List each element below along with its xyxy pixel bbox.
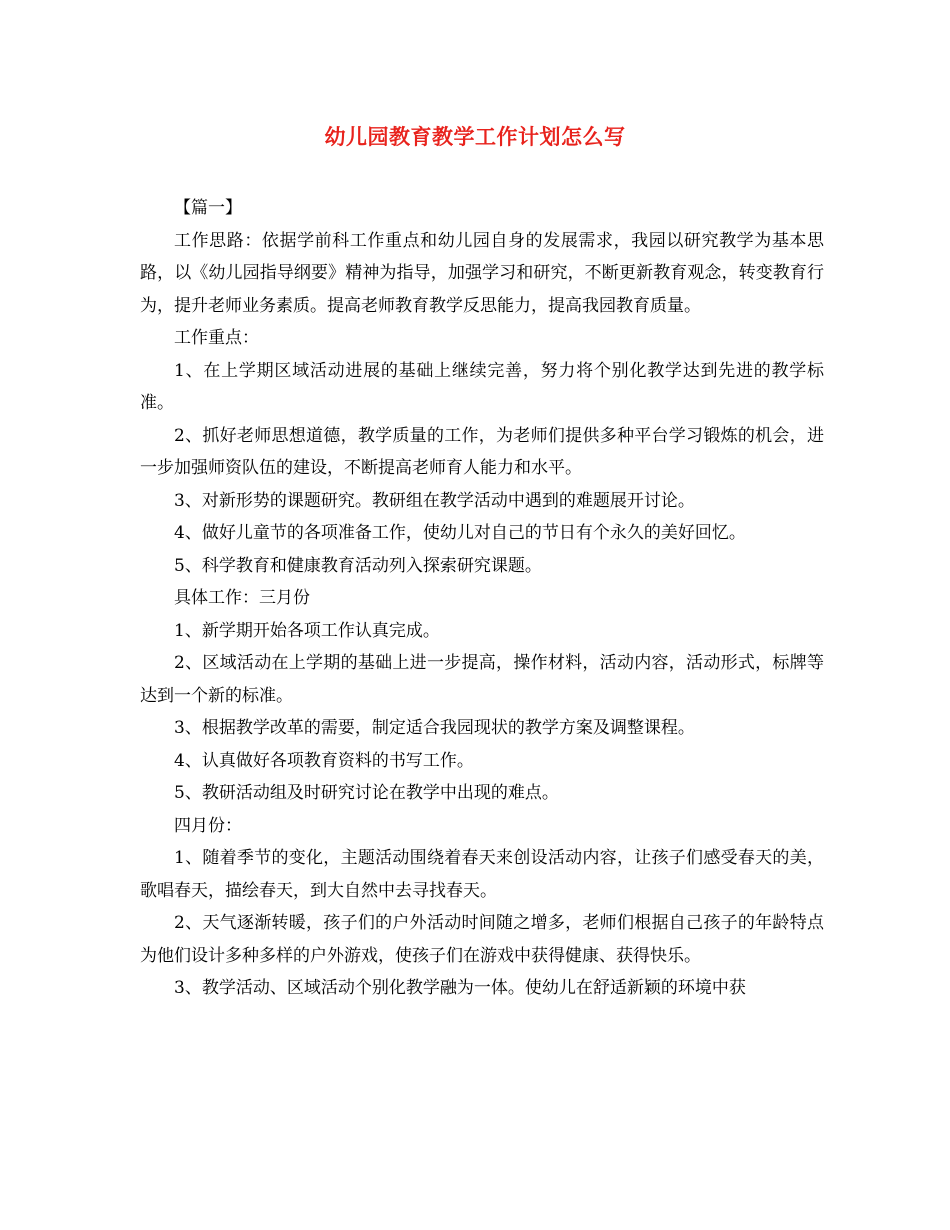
- paragraph-april-heading: 四月份：: [174, 815, 242, 836]
- paragraph-key-point-3: 3、对新形势的课题研究。教研组在教学活动中遇到的难题展开讨论。: [174, 490, 695, 511]
- paragraph-april-2: 2、天气逐渐转暖，孩子们的户外活动时间随之增多，老师们根据自己孩子的年龄特点为他们设计多种多样的户外游戏，使孩子们在游戏中获得健康、获得快乐。: [140, 913, 824, 966]
- paragraph-april-3: 3、教学活动、区域活动个别化教学融为一体。使幼儿在舒适新颖的环境中获: [174, 978, 746, 998]
- paragraph-key-point-4: 4、做好儿童节的各项准备工作，使幼儿对自己的节日有个永久的美好回忆。: [174, 523, 746, 543]
- paragraph-key-point-2: 2、抓好老师思想道德，教学质量的工作，为老师们提供多种平台学习锻炼的机会，进一步加强师资队伍的建设，不断提高老师育人能力和水平。: [140, 425, 824, 478]
- paragraph-april-1: 1、随着季节的变化，主题活动围绕着春天来创设活动内容，让孩子们感受春天的美，歌唱春天，描绘春天，到大自然中去寻找春天。: [140, 848, 824, 901]
- paragraph-march-4: 4、认真做好各项教育资料的书写工作。: [174, 750, 474, 771]
- paragraph-key-point-1: 1、在上学期区域活动进展的基础上继续完善，努力将个别化教学达到先进的教学标准。: [140, 360, 824, 413]
- document-body: [140, 192, 824, 1005]
- paragraph-march-2: 2、区域活动在上学期的基础上进一步提高，操作材料，活动内容，活动形式，标牌等达到一个新的标准。: [140, 653, 824, 706]
- paragraph-march-heading: 具体工作：三月份: [174, 588, 310, 608]
- paragraph-key-point-5: 5、科学教育和健康教育活动列入探索研究课题。: [174, 555, 542, 576]
- paragraph-march-1: 1、新学期开始各项工作认真完成。: [174, 620, 440, 641]
- paragraph-march-5: 5、教研活动组及时研究讨论在教学中出现的难点。: [174, 783, 559, 803]
- document-title: 幼儿园教育教学工作计划怎么写: [324, 125, 626, 149]
- section-heading: 【篇一】: [174, 198, 242, 218]
- paragraph-key-points-heading: 工作重点：: [174, 328, 259, 348]
- paragraph-march-3: 3、根据教学改革的需要，制定适合我园现状的教学方案及调整课程。: [174, 718, 695, 738]
- paragraph-work-idea: 工作思路：依据学前科工作重点和幼儿园自身的发展需求，我园以研究教学为基本思路，以《幼儿园指导纲要》精神为指导，加强学习和研究，不断更新教育观念，转变教育行为，提升老师业务素质。提高老师教育教学反思能力，提高我园教育质量。: [140, 230, 824, 316]
